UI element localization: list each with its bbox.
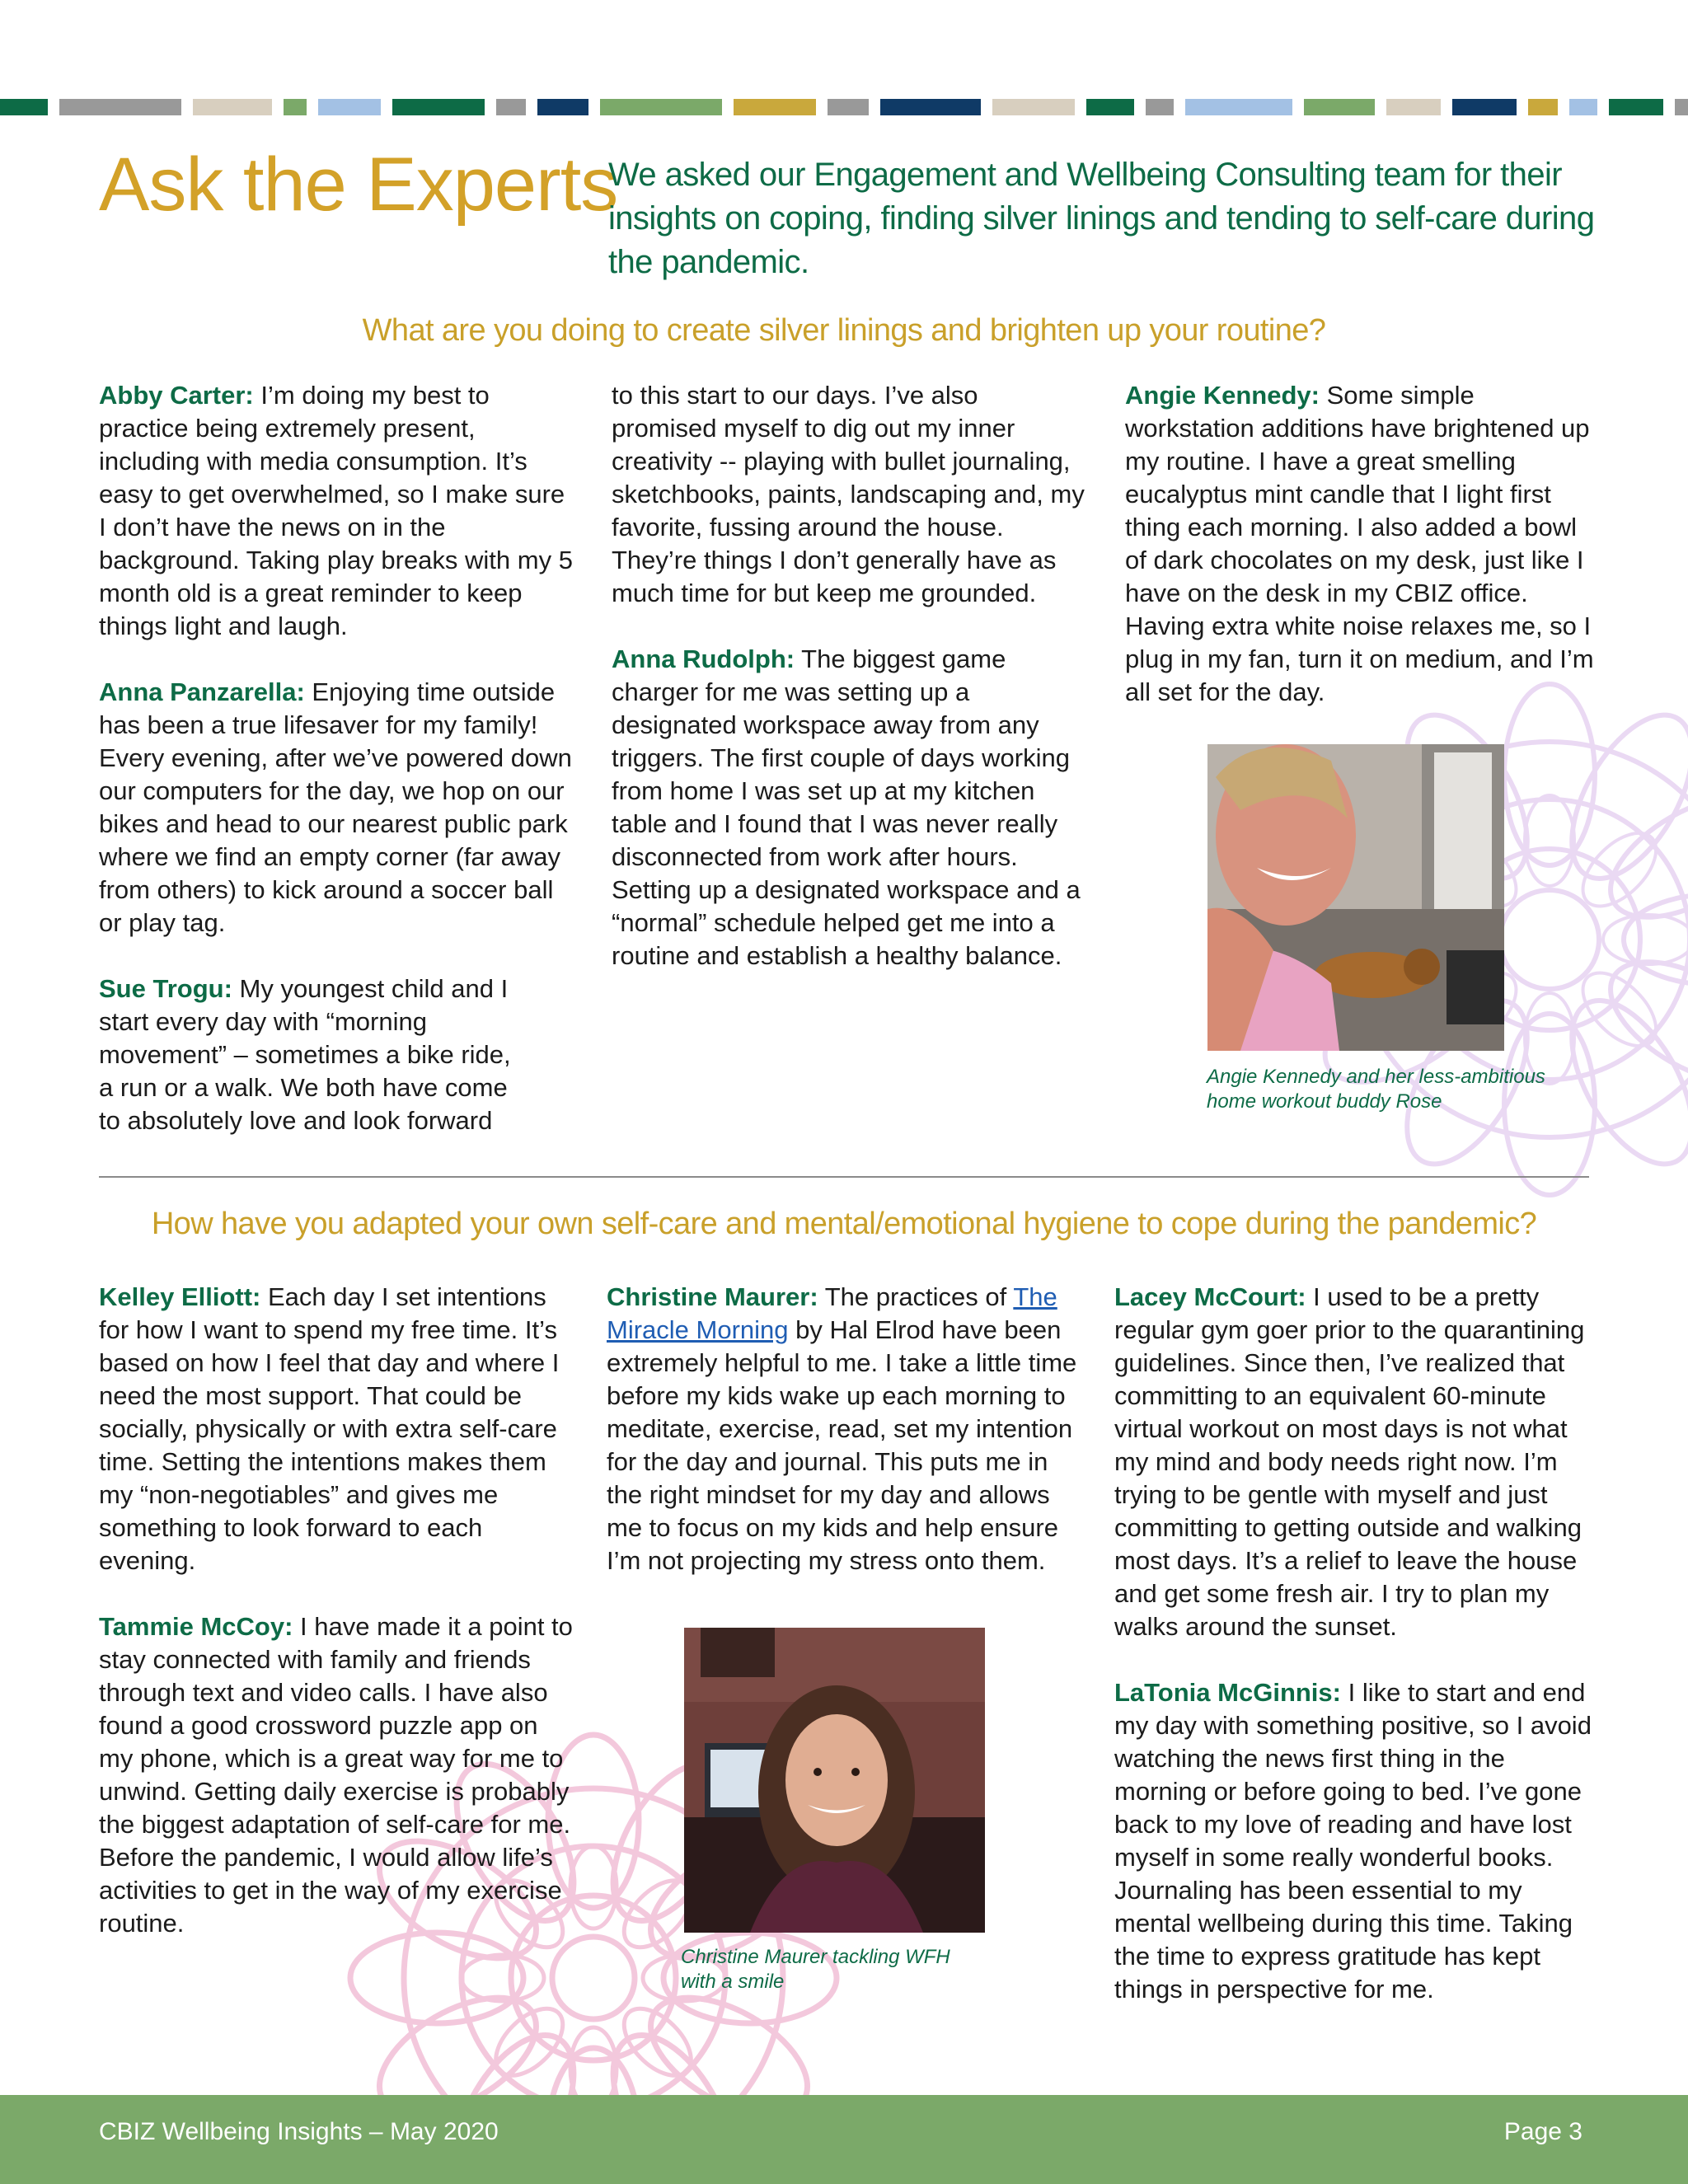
angie-kennedy-photo	[1207, 744, 1504, 1051]
stripe-segment	[392, 99, 485, 115]
response-text: The practices of	[818, 1282, 1014, 1311]
response-text: Some simple workstation additions have brightened up my routine. I have a great smelling eucalyptus mint candle that I light first thing each morning. I also added a bowl of dark chocolates on my desk, just like I have on the desk in my CBIZ office. Having extra white noise relaxes me, so I plug in my fan, turn it on medium, and I’m all set for the day.	[1125, 381, 1594, 706]
stripe-segment	[1304, 99, 1375, 115]
response-text: The biggest game charger for me was setting up a designated workspace away from any triggers. The first couple of days working from home I was set up at my kitchen table and I found that I was never really disconnected from work after hours. Setting up a designated workspace and a “normal” schedule helped get me into a routine and establish a healthy balance.	[612, 644, 1081, 970]
stripe-segment	[1675, 99, 1688, 115]
response-text: I’m doing my best to practice being extremely present, including with media consumption. It’s easy to get overwhelmed, so I make sure I don’t have the news on in the background. Taking play breaks with my 5 month old is a great reminder to keep things light and laugh.	[99, 381, 573, 640]
respondent-name: Anna Rudolph:	[612, 644, 795, 673]
section1-column-1	[99, 379, 577, 1137]
respondent-name: Sue Trogu:	[99, 974, 232, 1003]
response-anna-panzarella	[99, 676, 577, 940]
stripe-segment	[734, 99, 816, 115]
miracle-morning-link[interactable]: The Miracle Morning	[607, 1282, 1057, 1344]
respondent-name: Anna Panzarella:	[99, 677, 305, 706]
response-text: My youngest child and I start every day with “morning movement” – sometimes a bike ride, a run or a walk. We both have come to absolutely love and look forward	[99, 974, 511, 1135]
page-number: Page 3	[1503, 2118, 1582, 2145]
response-sue-trogu-continued: to this start to our days. I’ve also promised myself to dig out my inner creativity -- playing with bullet journaling, sketchbooks, paints, landscaping and, my favorite, fussing around the house. They’re things I don’t generally have as much time for but keep me grounded.	[612, 381, 1085, 607]
section2-column-2	[607, 1281, 1086, 1577]
response-latonia-mcginnis	[1114, 1676, 1597, 2006]
respondent-name: LaTonia McGinnis:	[1114, 1678, 1341, 1707]
stripe-segment	[992, 99, 1075, 115]
christine-maurer-photo	[684, 1628, 985, 1933]
angie-photo-caption: Angie Kennedy and her less-ambitious home workout buddy Rose	[1207, 1066, 1545, 1113]
response-tammie-mccoy	[99, 1610, 577, 1940]
stripe-segment	[1569, 99, 1597, 115]
response-anna-rudolph	[612, 643, 1088, 972]
stripe-segment	[193, 99, 272, 115]
response-kelley-elliott	[99, 1281, 577, 1577]
response-text: I have made it a point to stay connected with family and friends through text and video calls. I have also found a good crossword puzzle app on my phone, which is a great way for me to unwind. Getting daily exercise is probably the biggest adaptation of self-care for me. Before the pandemic, I would allow life’s activities to get in the way of my exercise routine.	[99, 1612, 573, 1938]
stripe-segment	[537, 99, 588, 115]
stripe-segment	[1086, 99, 1134, 115]
respondent-name: Tammie McCoy:	[99, 1612, 293, 1641]
stripe-segment	[1146, 99, 1174, 115]
response-christine-maurer	[607, 1281, 1086, 1577]
section1-column-2	[612, 379, 1088, 972]
response-text: I used to be a pretty regular gym goer prior to the quarantining guidelines. Since then, I’ve realized that committing to an equivalent 60-minute virtual workout on most days is not what my mind and body needs right now. I’m trying to be gentle with myself and just committing to getting outside and walking most days. It’s a relief to leave the house and get some fresh air. I try to plan my walks around the sunset.	[1114, 1282, 1585, 1641]
section2-column-1	[99, 1281, 577, 1940]
response-text: Enjoying time outside has been a true lifesaver for my family! Every evening, after we’ve powered down our computers for the day, we hop on our bikes and head to our nearest public park where we find an empty corner (far away from others) to kick around a soccer ball or play tag.	[99, 677, 572, 937]
response-text: Each day I set intentions for how I want to spend my free time. It’s based on how I feel that day and where I need the most support. That could be socially, physically or with extra self-care time. Setting the intentions makes them my “non-negotiables” and gives me something to look forward to each evening.	[99, 1282, 560, 1575]
respondent-name: Abby Carter:	[99, 381, 254, 410]
stripe-segment	[600, 99, 722, 115]
response-text: by Hal Elrod have been extremely helpful to me. I take a little time before my kids wake up each morning to meditate, exercise, read, set my intention for the day and journal. This puts me in the right mindset for my day and allows me to focus on my kids and help ensure I’m not projecting my stress onto them.	[607, 1315, 1077, 1575]
page-title: Ask the Experts	[99, 143, 618, 227]
footer-publication: CBIZ Wellbeing Insights – May 2020	[99, 2118, 499, 2145]
respondent-name: Kelley Elliott:	[99, 1282, 261, 1311]
respondent-name: Lacey McCourt:	[1114, 1282, 1306, 1311]
section2-column-3	[1114, 1281, 1597, 2006]
respondent-name: Angie Kennedy:	[1125, 381, 1320, 410]
christine-photo-caption: Christine Maurer tackling WFH with a smile	[681, 1946, 950, 1993]
stripe-segment	[59, 99, 181, 115]
response-angie-kennedy	[1125, 379, 1595, 709]
response-text: I like to start and end my day with something positive, so I avoid watching the news first thing in the morning or before going to bed. I’ve gone back to my love of reading and have lost myself in some really wonderful books. Journaling has been essential to my mental wellbeing during this time. Taking the time to express gratitude has kept things in perspective for me.	[1114, 1678, 1592, 2004]
stripe-segment	[1452, 99, 1517, 115]
section-divider	[99, 1176, 1589, 1178]
stripe-segment	[828, 99, 869, 115]
stripe-segment	[318, 99, 381, 115]
section1-question: What are you doing to create silver linings and brighten up your routine?	[362, 313, 1326, 348]
response-abby-carter	[99, 379, 577, 643]
stripe-segment	[1609, 99, 1663, 115]
stripe-segment	[0, 99, 48, 115]
stripe-segment	[1386, 99, 1441, 115]
response-sue-trogu	[99, 972, 528, 1137]
respondent-name: Christine Maurer:	[607, 1282, 818, 1311]
intro-text: We asked our Engagement and Wellbeing Consulting team for their insights on coping, finding silver linings and tending to self-care during the pandemic.	[608, 157, 1595, 280]
section1-column-3	[1125, 379, 1595, 709]
stripe-segment	[1185, 99, 1292, 115]
response-lacey-mccourt	[1114, 1281, 1597, 1643]
stripe-segment	[284, 99, 307, 115]
stripe-segment	[880, 99, 981, 115]
section2-question: How have you adapted your own self-care and mental/emotional hygiene to cope during the pandemic?	[151, 1207, 1537, 1241]
stripe-segment	[1528, 99, 1558, 115]
decorative-color-stripe	[0, 99, 1688, 115]
stripe-segment	[496, 99, 526, 115]
